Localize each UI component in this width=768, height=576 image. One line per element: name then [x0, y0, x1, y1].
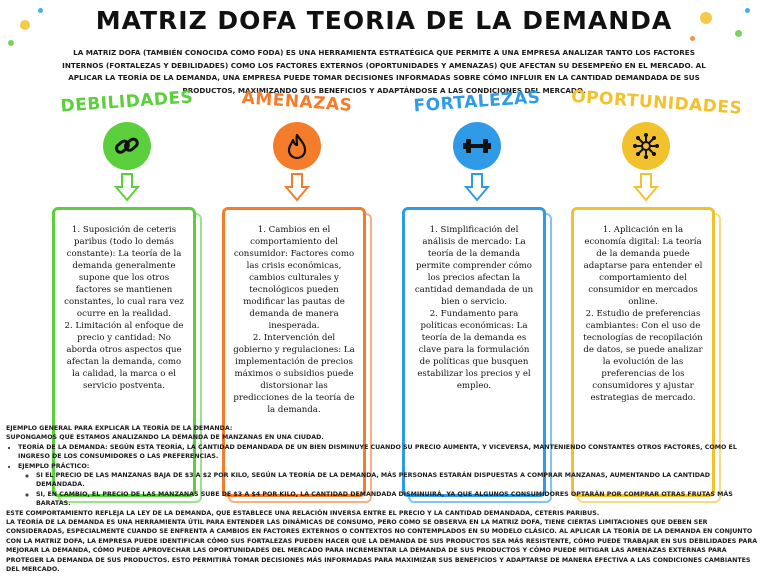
box-text: 1. Cambios en el comportamiento del consumidor: Factores como las crisis económicas, cambios culturales y tecnológicos pueden modificar las pautas de demanda de manera inesperada. 2. Intervención del gobierno y regulaciones: La implementación de precios máximos o subsidios puede distorsionar las predicciones de la teoría de la demanda. — [233, 225, 355, 415]
arrow-down-icon — [633, 172, 659, 202]
column-oportunidades — [570, 86, 743, 422]
column-title: OPORTUNIDADES — [570, 86, 743, 119]
sub-list — [18, 471, 758, 509]
law-of-demand-text: ESTE COMPORTAMIENTO REFLEJA LA LEY DE LA DEMANDA, QUE ESTABLECE UNA RELACIÓN INVERSA ENTRE EL PRECIO Y LA CANTIDAD DEMANDADA, CETERIS PARIBUS. — [6, 509, 600, 517]
conclusion-text: LA TEORÍA DE LA DEMANDA ES UNA HERRAMIENTA ÚTIL PARA ENTENDER LAS DINÁMICAS DE CONSUMO, PERO COMO SE OBSERVA EN LA MATRIZ DOFA, TIENE CIERTAS LIMITACIONES QUE DEBEN SER CONSIDERADAS, ESPECIALMENTE CUANDO SE ENFRENTA A CAMBIOS EN FACTORES EXTERNOS O CONTEXTOS NO CONTEMPLADOS EN SU MODELO CLÁSICO. AL APLICAR LA TEORÍA DE LA DEMANDA EN CONJUNTO CON LA MATRIZ DOFA, LA EMPRESA PUEDE IDENTIFICAR CÓMO SUS FORTALEZAS PUEDEN HACER QUE LA DEMANDA DE SUS PRODUCTOS SEA MÁS RESISTENTE, CÓMO PUEDE TRABAJAR EN SUS DEBILIDADES PARA MEJORAR LA DEMANDA, CÓMO PUEDE APROVECHAR LAS OPORTUNIDADES DEL MERCADO PARA INCREMENTAR LA DEMANDA DE SUS PRODUCTOS Y CÓMO PUEDE MITIGAR LAS AMENAZAS EXTERNAS PARA PROTEGER LA DEMANDA DE SUS PRODUCTOS. ESTO PERMITIRÁ TOMAR DECISIONES MÁS INFORMADAS PARA MAXIMIZAR SUS BENEFICIOS Y ADAPTARSE DE MANERA EFECTIVA A LAS CONDICIONES CAMBIANTES DEL MERCADO. — [6, 519, 758, 574]
list-item: • TEORÍA DE LA DEMANDA: SEGÚN ESTA TEORÍA, LA CANTIDAD DEMANDADA DE UN BIEN DISMINUYE CUANDO SU PRECIO AUMENTA, Y VICEVERSA, MANTENIENDO CONSTANTES OTROS FACTORES, COMO EL INGRESO DE LOS CONSUMIDORES O LAS PREFERENCIAS. — [18, 443, 758, 462]
example-list — [6, 443, 758, 509]
box-text: 1. Suposición de ceteris paribus (todo lo demás constante): La teoría de la demanda generalmente supone que los otros factores se mantienen constantes, lo cual rara vez ocurre en la realidad. 2. Limitación al enfoque de precio y cantidad: No aborda otros aspectos que afectan la demanda, como la calidad, la marca o el servicio postventa. — [64, 225, 184, 391]
fire-icon — [273, 122, 321, 170]
column-title: AMENAZAS — [241, 88, 353, 116]
column-fortalezas — [402, 87, 552, 422]
column-title: DEBILIDADES — [60, 87, 194, 117]
list-item — [18, 462, 758, 509]
example-section — [6, 424, 758, 575]
intro-paragraph: LA MATRIZ DOFA (TAMBIÉN CONOCIDA COMO FODA) ES UNA HERRAMIENTA ESTRATÉGICA QUE PERMITE A UNA EMPRESA ANALIZAR TANTO LOS FACTORES INTERNOS (FORTALEZAS Y DEBILIDADES) COMO LOS FACTORES EXTERNOS (OPORTUNIDADES Y AMENAZAS) QUE AFECTAN SU DESEMPEÑO EN EL MERCADO. AL APLICAR LA TEORÍA DE LA DEMANDA, UNA EMPRESA PUEDE TOMAR DECISIONES INFORMADAS SOBRE CÓMO INFLUIR EN LA CANTIDAD DEMANDADA DE SUS PRODUCTOS, MAXIMIZANDO SUS BENEFICIOS Y ADAPTÁNDOSE A LAS CONDICIONES DEL MERCADO. — [62, 48, 706, 95]
column-title: FORTALEZAS — [412, 87, 542, 117]
chain-link-icon — [103, 122, 151, 170]
sub-list-item: ◦ SI EL PRECIO DE LAS MANZANAS BAJA DE $3 A $2 POR KILO, SEGÚN LA TEORÍA DE LA DEMANDA, MÁS PERSONAS ESTARÁN DISPUESTAS A COMPRAR MANZANAS, AUMENTANDO LA CANTIDAD DEMANDADA. — [36, 471, 758, 490]
example-heading: EJEMPLO GENERAL PARA EXPLICAR LA TEORÍA DE LA DEMANDA: — [6, 425, 233, 432]
sub-list-item: ◦ SI, EN CAMBIO, EL PRECIO DE LAS MANZANAS SUBE DE $3 A $4 POR KILO, LA CANTIDAD DEMANDADA DISMINUIRÁ, YA QUE ALGUNOS CONSUMIDORES OPTARÁN POR COMPRAR OTRAS FRUTAS MÁS BARATAS. — [36, 490, 758, 509]
box-text: 1. Aplicación en la economía digital: La teoría de la demanda puede adaptarse para entender el comportamiento del consumidor en mercados online. 2. Estudio de preferencias cambiantes: Con el uso de tecnologías de recopilación de datos, se puede analizar la evolución de las preferencias de los consumidores y ajustar estrategias de mercado. — [583, 225, 703, 403]
arrow-down-icon — [114, 172, 140, 202]
example-intro: SUPONGAMOS QUE ESTAMOS ANALIZANDO LA DEMANDA DE MANZANAS EN UNA CIUDAD. — [6, 434, 324, 442]
page-title: MATRIZ DOFA TEORIA DE LA DEMANDA — [95, 6, 673, 35]
paint-splatter — [8, 40, 14, 46]
dumbbell-icon — [453, 122, 501, 170]
arrow-down-icon — [284, 172, 310, 202]
list-item-label: EJEMPLO PRÁCTICO: — [18, 462, 90, 470]
column-amenazas — [222, 88, 372, 422]
network-icon — [622, 122, 670, 170]
box-text: 1. Simplificación del análisis de mercado: La teoría de la demanda permite comprender cómo los precios afectan la cantidad demandada de un bien o servicio. 2. Fundamento para políticas económicas: La teoría de la demanda es clave para la formulación de políticas que busquen estabilizar los precios y el empleo. — [414, 225, 534, 391]
paint-splatter — [690, 36, 695, 41]
arrow-down-icon — [464, 172, 490, 202]
column-debilidades — [52, 87, 202, 422]
